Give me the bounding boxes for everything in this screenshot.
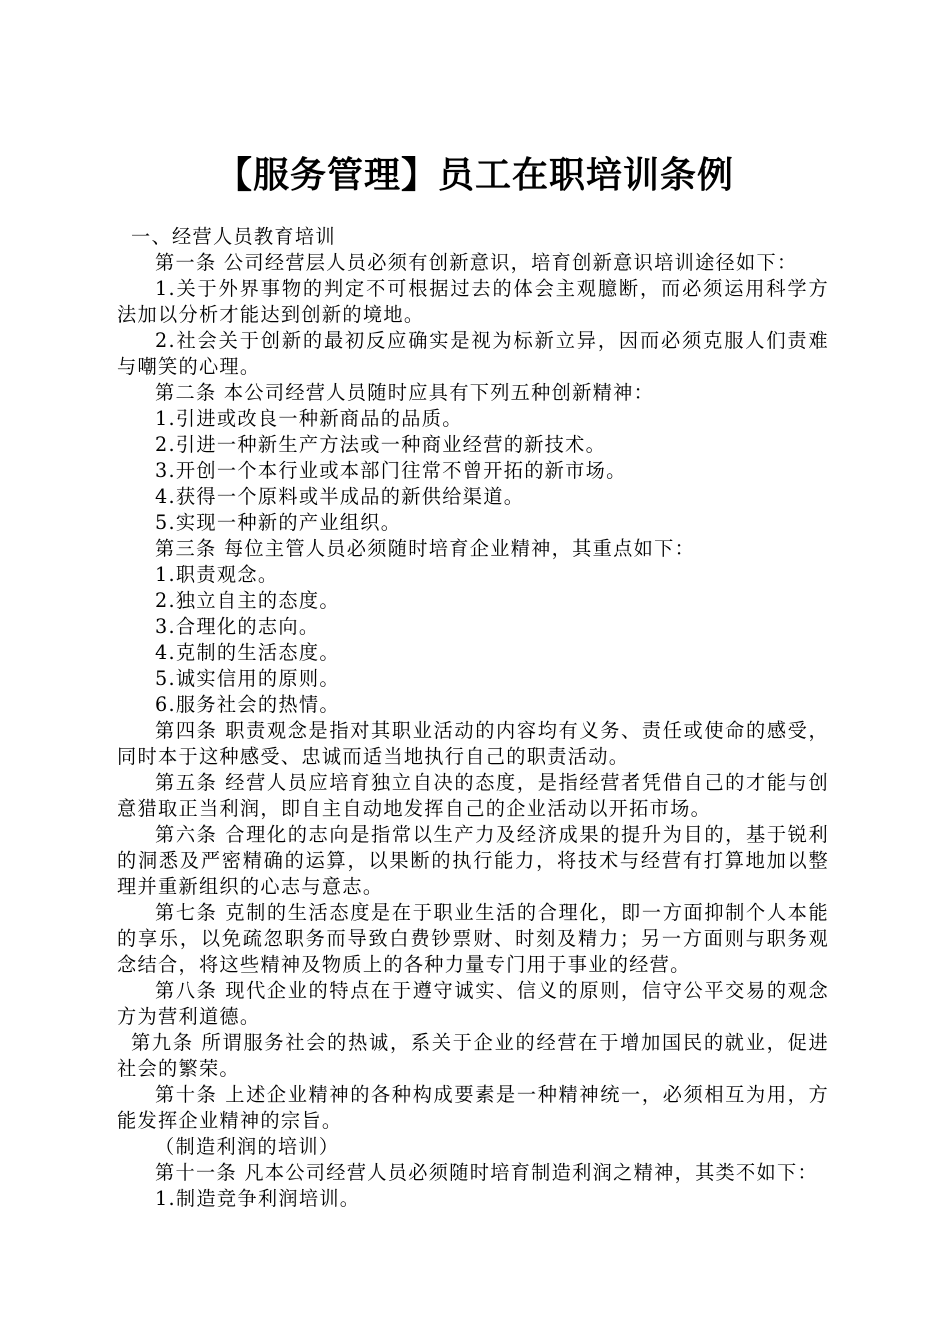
list-item: 3.开创一个本行业或本部门往常不曾开拓的新市场。 bbox=[155, 459, 627, 482]
section-heading: 一、经营人员教育培训 bbox=[131, 225, 336, 248]
list-item: 1.引进或改良一种新商品的品质。 bbox=[155, 407, 463, 430]
article-1: 第一条 公司经营层人员必须有创新意识，培育创新意识培训途径如下： bbox=[155, 251, 798, 274]
article-6: 第六条 合理化的志向是指常以生产力及经济成果的提升为目的，基于锐利的洞悉及严密精确的运算，以果断的执行能力，将技术与经营有打算地加以整理并重新组织的心志与意志。 bbox=[117, 823, 829, 898]
list-item: 4.克制的生活态度。 bbox=[155, 641, 340, 664]
list-item: 6.服务社会的热情。 bbox=[155, 693, 340, 716]
list-item: 1.制造竞争利润培训。 bbox=[155, 1187, 361, 1210]
list-item: 3.合理化的志向。 bbox=[155, 615, 320, 638]
article-3: 第三条 每位主管人员必须随时培育企业精神，其重点如下： bbox=[155, 537, 696, 560]
document-body bbox=[117, 224, 829, 1212]
article-5: 第五条 经营人员应培育独立自决的态度，是指经营者凭借自己的才能与创意猎取正当利润，即自主自动地发挥自己的企业活动以开拓市场。 bbox=[117, 771, 829, 820]
article-8: 第八条 现代企业的特点在于遵守诚实、信义的原则，信守公平交易的观念方为营利道德。 bbox=[117, 979, 829, 1028]
list-item: 2.引进一种新生产方法或一种商业经营的新技术。 bbox=[155, 433, 607, 456]
list-item: 2.社会关于创新的最初反应确实是视为标新立异，因而必须克服人们责难与嘲笑的心理。 bbox=[117, 329, 829, 378]
article-10: 第十条 上述企业精神的各种构成要素是一种精神统一，必须相互为用，方能发挥企业精神的宗旨。 bbox=[117, 1083, 829, 1132]
subsection-heading: （制造利润的培训） bbox=[155, 1135, 340, 1158]
article-11: 第十一条 凡本公司经营人员必须随时培育制造利润之精神，其类不如下： bbox=[155, 1161, 818, 1184]
document-title: 【服务管理】员工在职培训条例 bbox=[215, 155, 734, 197]
article-9: 第九条 所谓服务社会的热诚，系关于企业的经营在于增加国民的就业，促进社会的繁荣。 bbox=[117, 1031, 829, 1080]
list-item: 2.独立自主的态度。 bbox=[155, 589, 340, 612]
list-item: 5.实现一种新的产业组织。 bbox=[155, 511, 402, 534]
list-item: 5.诚实信用的原则。 bbox=[155, 667, 340, 690]
article-7: 第七条 克制的生活态度是在于职业生活的合理化，即一方面抑制个人本能的享乐，以免疏忽职务而导致白费钞票财、时刻及精力；另一方面则与职务观念结合，将这些精神及物质上的各种力量专门用于事业的经营。 bbox=[117, 901, 829, 976]
list-item: 1.职责观念。 bbox=[155, 563, 279, 586]
article-4: 第四条 职责观念是指对其职业活动的内容均有义务、责任或使命的感受，同时本于这种感受、忠诚而适当地执行自己的职责活动。 bbox=[117, 719, 829, 768]
list-item: 4.获得一个原料或半成品的新供给渠道。 bbox=[155, 485, 525, 508]
article-2: 第二条 本公司经营人员随时应具有下列五种创新精神： bbox=[155, 381, 655, 404]
list-item: 1.关于外界事物的判定不可根据过去的体会主观臆断，而必须运用科学方法加以分析才能达到创新的境地。 bbox=[117, 277, 829, 326]
